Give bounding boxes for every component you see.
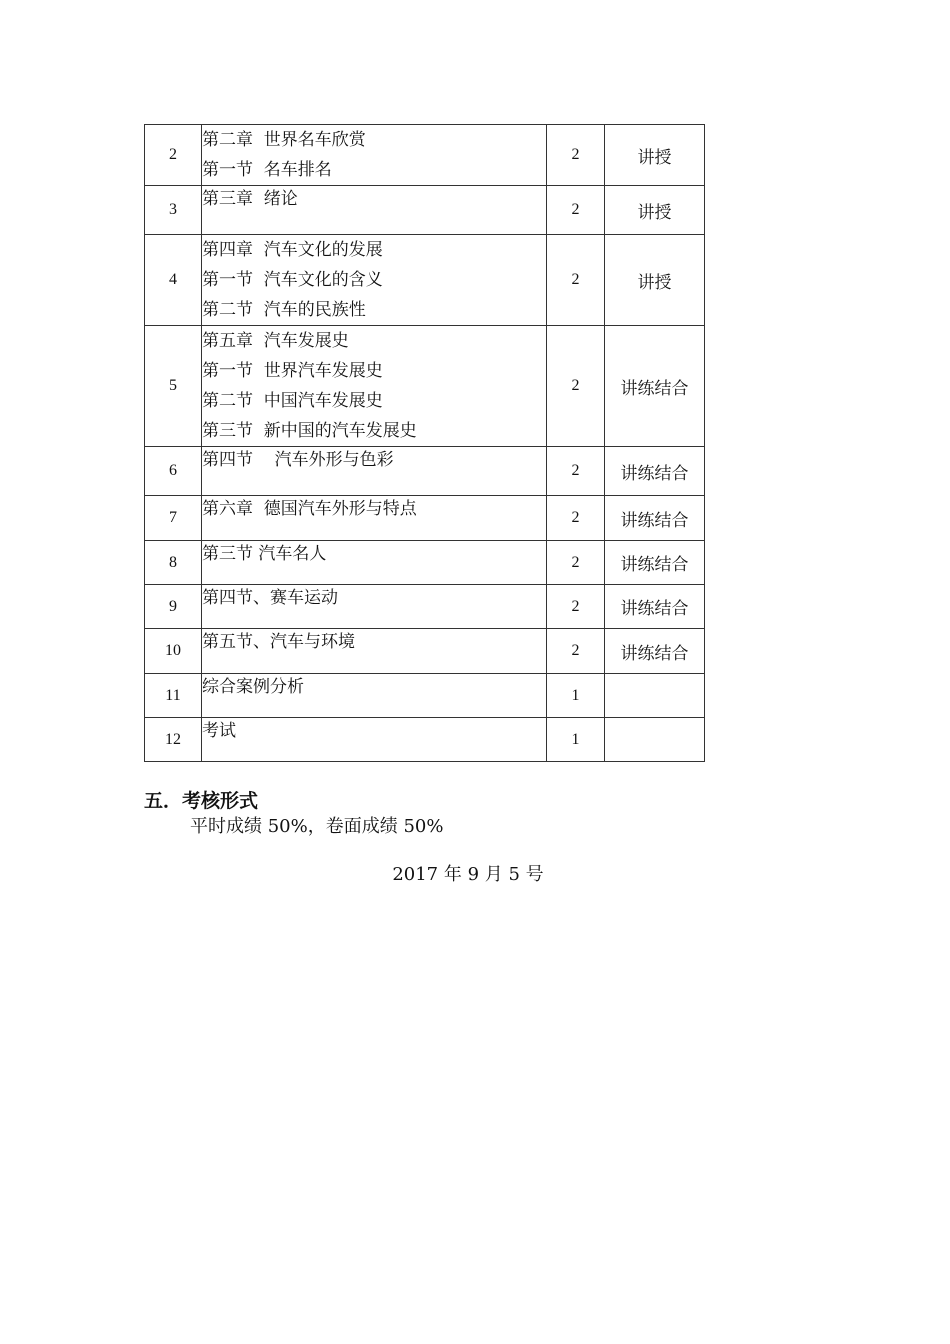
content-line: 第一节 汽车文化的含义 [202, 270, 383, 290]
row-method [605, 674, 705, 718]
row-hours: 2 [547, 235, 605, 326]
content-line: 第二章 世界名车欣赏 [202, 130, 366, 150]
row-number: 6 [145, 447, 202, 496]
row-content [202, 629, 547, 674]
row-content [202, 718, 547, 762]
content-line: 第一节 世界汽车发展史 [202, 361, 383, 381]
row-number: 4 [145, 235, 202, 326]
row-method: 讲练结合 [605, 447, 705, 496]
row-content [202, 585, 547, 629]
table-row [145, 718, 705, 762]
row-content [202, 186, 547, 235]
table-row [145, 541, 705, 585]
table-row [145, 585, 705, 629]
row-hours: 1 [547, 718, 605, 762]
row-number: 5 [145, 326, 202, 447]
content-line: 第五节、汽车与环境 [202, 632, 355, 652]
table-row [145, 125, 705, 186]
content-line: 考试 [202, 721, 236, 741]
table-row [145, 447, 705, 496]
content-line: 第一节 名车排名 [202, 160, 332, 180]
row-content [202, 125, 547, 186]
content-line: 第二节 汽车的民族性 [202, 300, 366, 320]
row-method: 讲授 [605, 235, 705, 326]
document-date: 2017 年 9 月 5 号 [392, 864, 544, 885]
row-method: 讲练结合 [605, 585, 705, 629]
content-line: 综合案例分析 [202, 677, 304, 697]
schedule-body [145, 125, 705, 762]
row-number: 12 [145, 718, 202, 762]
row-number: 2 [145, 125, 202, 186]
row-hours: 2 [547, 125, 605, 186]
table-row [145, 629, 705, 674]
row-content [202, 496, 547, 541]
row-number: 7 [145, 496, 202, 541]
row-content [202, 235, 547, 326]
table-row [145, 326, 705, 447]
content-line: 第三节 汽车名人 [202, 544, 327, 564]
table-row [145, 674, 705, 718]
row-method: 讲练结合 [605, 326, 705, 447]
row-number: 10 [145, 629, 202, 674]
row-content [202, 326, 547, 447]
row-hours: 2 [547, 585, 605, 629]
row-content [202, 447, 547, 496]
content-line: 第四节 汽车外形与色彩 [202, 450, 394, 470]
content-line: 第二节 中国汽车发展史 [202, 391, 383, 411]
row-method: 讲练结合 [605, 629, 705, 674]
row-hours: 2 [547, 541, 605, 585]
row-hours: 2 [547, 186, 605, 235]
table-row [145, 496, 705, 541]
row-content [202, 674, 547, 718]
table-row [145, 235, 705, 326]
content-line: 第六章 德国汽车外形与特点 [202, 499, 417, 519]
row-method: 讲练结合 [605, 496, 705, 541]
row-content [202, 541, 547, 585]
content-line: 第三节 新中国的汽车发展史 [202, 421, 417, 441]
course-schedule-table [144, 124, 705, 762]
row-number: 9 [145, 585, 202, 629]
row-number: 8 [145, 541, 202, 585]
content-line: 第四章 汽车文化的发展 [202, 240, 383, 260]
row-method: 讲授 [605, 186, 705, 235]
row-hours: 2 [547, 496, 605, 541]
assessment-text: 平时成绩 50%，卷面成绩 50% [190, 816, 444, 837]
row-hours: 2 [547, 447, 605, 496]
row-method: 讲授 [605, 125, 705, 186]
row-method [605, 718, 705, 762]
row-hours: 1 [547, 674, 605, 718]
content-line: 第五章 汽车发展史 [202, 331, 349, 351]
table-row [145, 186, 705, 235]
row-method: 讲练结合 [605, 541, 705, 585]
content-line: 第四节、赛车运动 [202, 588, 338, 608]
assessment-heading: 五．考核形式 [144, 790, 259, 812]
row-number: 11 [145, 674, 202, 718]
row-hours: 2 [547, 326, 605, 447]
row-number: 3 [145, 186, 202, 235]
row-hours: 2 [547, 629, 605, 674]
content-line: 第三章 绪论 [202, 189, 298, 209]
